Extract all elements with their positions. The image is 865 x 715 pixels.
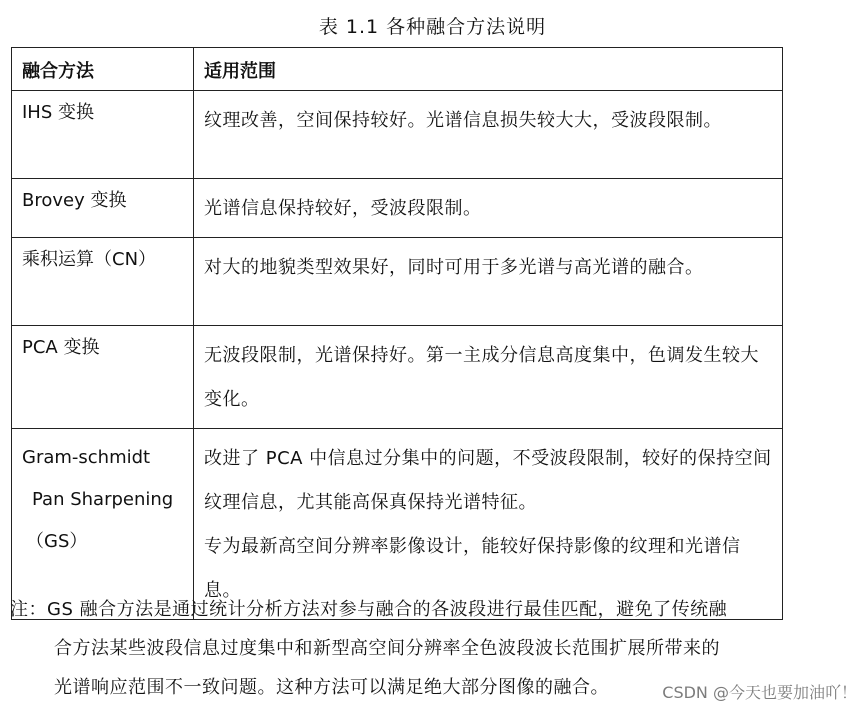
- scope-cell: [194, 91, 783, 179]
- table-row: [12, 238, 783, 326]
- table-caption: 表 1.1 各种融合方法说明: [318, 16, 547, 38]
- method-cell: 乘积运算（CN）: [12, 238, 194, 326]
- scope-cell: [194, 179, 783, 238]
- scope-text: 光谱信息保持较好，受波段限制。: [204, 198, 482, 219]
- table-row: [12, 179, 783, 238]
- scope-text: 纹理改善，空间保持较好。光谱信息损失较大大，受波段限制。: [204, 110, 722, 131]
- method-cell: IHS 变换: [12, 91, 194, 179]
- note-line: 光谱响应范围不一致问题。这种方法可以满足绝大部分图像的融合。: [54, 677, 609, 698]
- scope-text: 对大的地貌类型效果好，同时可用于多光谱与高光谱的融合。: [204, 257, 704, 278]
- watermark: CSDN @今天也要加油吖！: [662, 683, 857, 702]
- fusion-methods-table: [11, 47, 783, 620]
- scope-cell: [194, 238, 783, 326]
- scope-text: 无波段限制，光谱保持好。第一主成分信息高度集中，色调发生较大变化。: [204, 345, 759, 410]
- note-line: 合方法某些波段信息过度集中和新型高空间分辨率全色波段波长范围扩展所带来的: [54, 638, 720, 659]
- scope-cell: [194, 326, 783, 429]
- method-line: Gram-schmidt: [22, 447, 151, 468]
- header-scope: 适用范围: [194, 48, 783, 91]
- method-cell: Brovey 变换: [12, 179, 194, 238]
- table-row: [12, 326, 783, 429]
- note-line: 注：GS 融合方法是通过统计分析方法对参与融合的各波段进行最佳匹配，避免了传统融: [10, 599, 728, 620]
- method-line: （GS）: [26, 531, 88, 552]
- table-row: [12, 91, 783, 179]
- table-header-row: [12, 48, 783, 91]
- method-line: Pan Sharpening: [32, 489, 174, 510]
- scope-text: 改进了 PCA 中信息过分集中的问题，不受波段限制，较好的保持空间纹理信息，尤其能高保真保持光谱特征。: [204, 448, 772, 513]
- method-cell: PCA 变换: [12, 326, 194, 429]
- header-method: 融合方法: [12, 48, 194, 91]
- scope-text: 专为最新高空间分辨率影像设计，能较好保持影像的纹理和光谱信息。: [204, 536, 741, 601]
